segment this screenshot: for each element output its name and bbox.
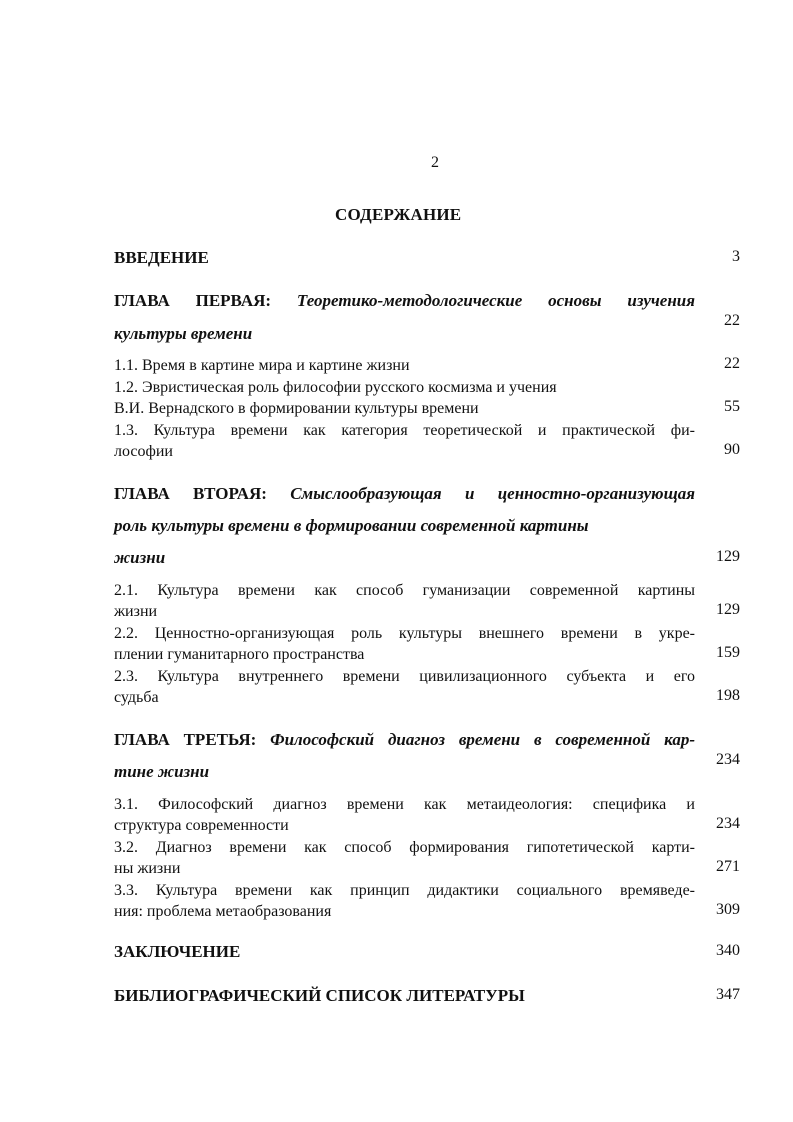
toc-intro-label: ВВЕДЕНИЕ xyxy=(114,248,209,267)
toc-chapter2-heading xyxy=(114,484,695,504)
chapter2-page: 129 xyxy=(716,548,740,565)
section-3-1-line1: 3.1. Философский диагноз времени как метаидеология: специфика и xyxy=(114,796,695,813)
section-1-3-page: 90 xyxy=(724,441,740,458)
chapter3-label: ГЛАВА ТРЕТЬЯ: xyxy=(114,730,257,749)
toc-chapter3-heading xyxy=(114,730,695,750)
section-2-3-page: 198 xyxy=(716,687,740,704)
section-3-2-page: 271 xyxy=(716,858,740,875)
section-2-2-line1: 2.2. Ценностно-организующая роль культуры внешнего времени в укре- xyxy=(114,625,695,642)
chapter2-title-line2: роль культуры времени в формировании современной картины xyxy=(114,516,589,535)
section-3-3-line1: 3.3. Культура времени как принцип дидактики социального времяведе- xyxy=(114,882,695,899)
page-number: 2 xyxy=(431,154,439,171)
toc-title: СОДЕРЖАНИЕ xyxy=(335,205,462,224)
chapter1-label: ГЛАВА ПЕРВАЯ: xyxy=(114,291,272,310)
section-2-1-line1: 2.1. Культура времени как способ гуманизации современной картины xyxy=(114,582,695,599)
section-3-3-page: 309 xyxy=(716,901,740,918)
chapter1-title-line1: Теоретико-методологические основы изучения xyxy=(296,291,696,310)
section-1-3-line2: лософии xyxy=(114,443,173,460)
toc-bibliography-label: БИБЛИОГРАФИЧЕСКИЙ СПИСОК ЛИТЕРАТУРЫ xyxy=(114,986,525,1005)
toc-intro-page: 3 xyxy=(732,248,740,265)
toc-bibliography-page: 347 xyxy=(716,986,740,1003)
section-2-1-page: 129 xyxy=(716,601,740,618)
toc-chapter3-heading-cont xyxy=(114,762,209,782)
section-2-3-line2: судьба xyxy=(114,689,159,706)
toc-chapter2-heading-cont2 xyxy=(114,548,165,568)
section-2-1-line2: жизни xyxy=(114,603,158,620)
toc-chapter1-heading-cont xyxy=(114,324,252,344)
chapter3-page: 234 xyxy=(716,751,740,768)
section-1-3-line1: 1.3. Культура времени как категория теоретической и практической фи- xyxy=(114,422,695,439)
toc-conclusion-label: ЗАКЛЮЧЕНИЕ xyxy=(114,942,241,961)
chapter3-title-line1: Философский диагноз времени в современной кар- xyxy=(270,730,695,749)
section-1-2-line1: 1.2. Эвристическая роль философии русского космизма и учения xyxy=(114,379,557,396)
section-1-1: 1.1. Время в картине мира и картине жизни xyxy=(114,357,410,374)
toc-conclusion-page: 340 xyxy=(716,942,740,959)
chapter1-page: 22 xyxy=(724,312,740,329)
section-3-1-page: 234 xyxy=(716,815,740,832)
chapter2-title-line1: Смыслообразующая и ценностно-организующая xyxy=(290,484,695,503)
chapter2-label: ГЛАВА ВТОРАЯ: xyxy=(114,484,267,503)
section-3-2-line2: ны жизни xyxy=(114,860,181,877)
section-3-2-line1: 3.2. Диагноз времени как способ формирования гипотетической карти- xyxy=(114,839,695,856)
section-2-2-page: 159 xyxy=(716,644,740,661)
chapter1-title-line2: культуры времени xyxy=(114,324,253,343)
section-1-2-page: 55 xyxy=(724,398,740,415)
chapter3-title-line2: тине жизни xyxy=(114,762,210,781)
section-3-3-line2: ния: проблема метаобразования xyxy=(114,903,332,920)
chapter2-title-line3: жизни xyxy=(114,548,166,567)
section-2-3-line1: 2.3. Культура внутреннего времени цивилизационного субъекта и его xyxy=(114,668,695,685)
section-1-2-line2: В.И. Вернадского в формировании культуры времени xyxy=(114,400,479,417)
section-1-1-page: 22 xyxy=(724,355,740,372)
section-2-2-line2: плении гуманитарного пространства xyxy=(114,646,365,663)
toc-chapter1-heading xyxy=(114,291,695,311)
toc-chapter2-heading-cont xyxy=(114,516,589,536)
section-3-1-line2: структура современности xyxy=(114,817,289,834)
